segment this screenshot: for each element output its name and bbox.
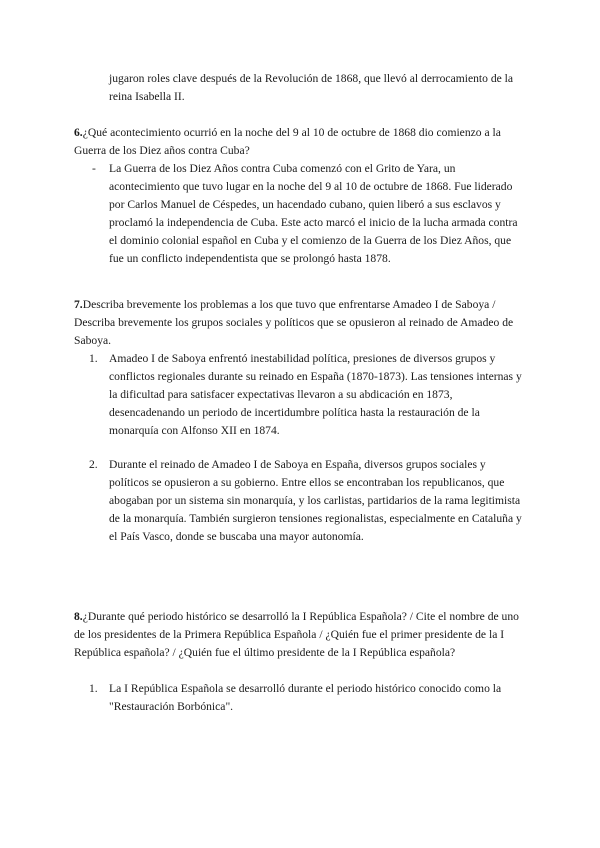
question-6-text (74, 124, 526, 160)
question-7-prompt: Describa brevemente los problemas a los que tuvo que enfrentarse Amadeo I de Saboya / Describa brevemente los grupos sociales y políticos que se opusieron al reinado de Amadeo de Saboya. (74, 298, 514, 347)
question-6-number: 6. (74, 126, 83, 139)
bullet-dash: - (92, 162, 96, 175)
question-7 (74, 296, 526, 546)
answer-text: La Guerra de los Diez Años contra Cuba comenzó con el Grito de Yara, un acontecimiento que tuvo lugar en la noche del 9 al 10 de octubre de 1868. Fue liderado por Carlos Manuel de Céspedes, un hacendado cubano, quien liberó a sus esclavos y proclamó la independencia de Cuba. Este acto marcó el inicio de la lucha armada contra el dominio colonial español en Cuba y el comienzo de la Guerra de los Diez Años, que fue un conflicto independentista que se prolongó hasta 1878. (109, 162, 518, 265)
question-6-prompt: ¿Qué acontecimiento ocurrió en la noche del 9 al 10 de octubre de 1868 dio comienzo a la Guerra de los Diez años contra Cuba? (74, 126, 501, 157)
question-7-answer-2 (74, 456, 526, 546)
question-7-text (74, 296, 526, 350)
question-8 (74, 608, 526, 716)
question-8-answer-1 (74, 680, 526, 716)
intro-item (74, 70, 526, 106)
question-6-answer (74, 160, 526, 268)
question-6 (74, 124, 526, 268)
question-7-number: 7. (74, 298, 83, 311)
list-number: 1. (89, 352, 98, 365)
answer-text: Durante el reinado de Amadeo I de Saboya en España, diversos grupos sociales y políticos se opusieron a su gobierno. Entre ellos se encontraban los republicanos, que abogaban por un sistema sin monarquía, y los carlistas, partidarios de la rama legitimista de la monarquía. También surgieron tensiones regionalistas, especialmente en Cataluña y el País Vasco, donde se buscaba una mayor autonomía. (109, 458, 522, 543)
list-number: 1. (89, 682, 98, 695)
answer-text: Amadeo I de Saboya enfrentó inestabilidad política, presiones de diversos grupos y conflictos regionales durante su reinado en España (1870-1873). Las tensiones internas y la dificultad para satisfacer expectativas llevaron a su abdicación en 1873, desencadenando un periodo de incertidumbre política hasta la restauración de la monarquía con Alfonso XII en 1874. (109, 352, 522, 437)
intro-paragraph (74, 70, 526, 106)
question-8-prompt: ¿Durante qué periodo histórico se desarrolló la I República Española? / Cite el nombre de uno de los presidentes de la Primera República Española / ¿Quién fue el primer presidente de la I República española? / ¿Quién fue el último presidente de la I República española? (74, 610, 519, 659)
question-8-text (74, 608, 526, 662)
question-7-answer-1 (74, 350, 526, 440)
list-number: 2. (89, 458, 98, 471)
answer-text: La I República Española se desarrolló durante el periodo histórico conocido como la "Restauración Borbónica". (109, 682, 502, 713)
question-8-number: 8. (74, 610, 83, 623)
intro-text: jugaron roles clave después de la Revolución de 1868, que llevó al derrocamiento de la reina Isabella II. (109, 72, 514, 103)
